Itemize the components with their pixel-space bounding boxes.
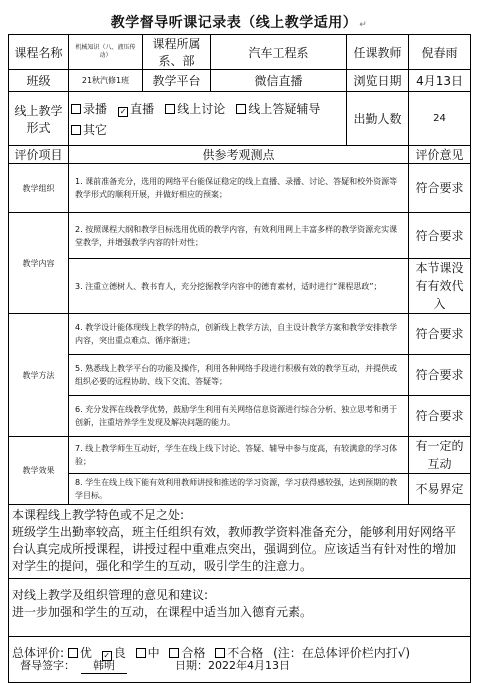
suggestion-cell	[9, 579, 471, 637]
overall-label: 总体评价:	[12, 646, 65, 660]
criteria-header-points: 供参考观测点	[69, 146, 409, 164]
paragraph-mark-icon: ↵	[359, 20, 368, 30]
criteria-num: 4.	[75, 323, 83, 332]
format-options	[69, 92, 347, 146]
platform-label: 教学平台	[143, 70, 211, 92]
criteria-text	[69, 314, 409, 355]
dept-value: 汽车工程系	[211, 35, 347, 70]
format-option-discussion[interactable]	[165, 99, 225, 119]
option-label: 其它	[83, 122, 108, 137]
teacher-label: 任课教师	[347, 35, 409, 70]
criteria-text	[69, 164, 409, 213]
features-label: 本课程线上教学特色或不足之处:	[12, 508, 185, 522]
criteria-body: 按照课程大纲和教学目标选用优质的教学内容，有效利用网上丰富多样的教学资源充实课堂教学，并增强教学内容的针对性；	[75, 224, 398, 247]
criteria-result: 符合要求	[409, 164, 471, 213]
criteria-result: 符合要求	[409, 396, 471, 437]
teacher-value: 倪春雨	[409, 35, 471, 70]
criteria-row	[9, 164, 471, 213]
criteria-row	[9, 314, 471, 355]
criteria-body: 线上教学师生互动好，学生在线上线下讨论、答疑、辅导中参与度高，有较满意的学习体验；	[75, 444, 398, 466]
criteria-result: 符合要求	[409, 314, 471, 355]
criteria-row	[9, 355, 471, 396]
format-option-live[interactable]	[118, 99, 154, 119]
criteria-category: 教学效果	[9, 437, 69, 505]
criteria-row	[9, 437, 471, 474]
option-label: 直播	[130, 101, 155, 116]
criteria-result: 本节课没有有效代入	[409, 259, 471, 314]
signature-label: 督导签字：	[20, 659, 75, 672]
overall-note: (注：在总体评价栏内打√)	[273, 646, 411, 660]
criteria-body: 学生在线上线下能有效利用教师讲授和推送的学习资源，学习获得感较强，达到预期的教学目标。	[75, 478, 398, 500]
attendance-value: 24	[409, 92, 471, 146]
checkbox-icon[interactable]	[71, 104, 81, 114]
criteria-header-row	[9, 146, 471, 164]
criteria-category: 教学内容	[9, 213, 69, 314]
suggestion-row	[9, 579, 471, 637]
criteria-body: 课前准备充分，选用的网络平台能保证稳定的线上直播、录播、讨论、答疑和校外资源等教学形式的顺利开展，并做好相应的预案；	[75, 177, 398, 199]
format-option-other[interactable]	[71, 120, 107, 140]
criteria-num: 8.	[75, 478, 83, 487]
option-label: 良	[113, 646, 126, 660]
criteria-result: 符合要求	[409, 355, 471, 396]
dept-label: 课程所属系、部	[143, 35, 211, 70]
criteria-body: 熟悉线上教学平台的功能及操作，利用各种网络手段进行积极有效的教学互动，并提供或组织必要的远程协助、线下交流、答疑等；	[75, 364, 398, 386]
criteria-body: 充分发挥在线教学优势，鼓励学生利用有关网络信息资源进行综合分析、独立思考和勇于创新，注重培养学生发现及解决问题的能力。	[75, 405, 398, 427]
checkbox-checked-icon[interactable]: ✓	[103, 651, 111, 660]
criteria-body: 教学设计能体现线上教学的特点，创新线上教学方法，自主设计教学方案和教学安排教学内容，突出重点难点、循序渐进；	[75, 323, 398, 345]
platform-value: 微信直播	[211, 70, 347, 92]
date-label: 浏览日期	[347, 70, 409, 92]
criteria-header-item: 评价项目	[9, 146, 69, 164]
criteria-num: 5.	[75, 364, 83, 373]
criteria-num: 2.	[75, 224, 83, 234]
option-label: 录播	[83, 101, 108, 116]
criteria-text	[69, 437, 409, 474]
criteria-result: 符合要求	[409, 213, 471, 259]
criteria-row	[9, 474, 471, 505]
course-name-value: 机械知识（八、液压传动）	[69, 35, 143, 70]
criteria-row	[9, 213, 471, 259]
criteria-text	[69, 355, 409, 396]
criteria-header-opinion: 评价意见	[409, 146, 471, 164]
option-label: 不合格	[227, 646, 264, 660]
criteria-row	[9, 396, 471, 437]
course-name-label: 课程名称	[9, 35, 69, 70]
criteria-text	[69, 474, 409, 505]
class-value: 21秋汽修1班	[69, 70, 143, 92]
course-row	[9, 35, 471, 70]
suggestion-label: 对线上教学及组织管理的意见和建议:	[12, 588, 209, 602]
title-text: 教学督导听课记录表（线上教学适用）	[110, 15, 358, 31]
evaluation-form	[8, 34, 471, 683]
class-label: 班级	[9, 70, 69, 92]
date-value: 4月13日	[409, 70, 471, 92]
criteria-result: 有一定的互动	[409, 437, 471, 474]
criteria-text	[69, 213, 409, 259]
option-label: 合格	[181, 646, 206, 660]
criteria-num: 1.	[75, 177, 83, 186]
checkbox-icon[interactable]	[71, 125, 81, 135]
option-label: 中	[147, 646, 160, 660]
criteria-num: 7.	[75, 444, 83, 453]
format-option-qa[interactable]	[236, 99, 320, 119]
criteria-num: 6.	[75, 405, 83, 414]
format-option-recorded[interactable]	[71, 99, 107, 119]
checkbox-icon[interactable]	[165, 104, 175, 114]
option-label: 优	[79, 646, 92, 660]
criteria-text	[69, 259, 409, 314]
option-label: 线上答疑辅导	[248, 101, 321, 116]
checkbox-icon[interactable]	[236, 104, 246, 114]
criteria-num: 3.	[75, 281, 83, 291]
signature-date: 2022年4月13日	[208, 659, 290, 672]
signature-name: 韩明	[81, 657, 127, 674]
features-cell	[9, 505, 471, 579]
features-text: 班级学生出勤率较高，班主任组织有效，教师教学资料准备充分，能够利用好网络平台认真完成所授课程，讲授过程中重难点突出，强调到位。应该适当有针对性的增加对学生的提问，强化和学生的互动，吸引学生的注意力。	[12, 525, 457, 573]
attendance-label: 出勤人数	[347, 92, 409, 146]
class-row	[9, 70, 471, 92]
checkbox-checked-icon[interactable]: ✓	[119, 106, 127, 116]
features-row	[9, 505, 471, 579]
criteria-category: 教学组织	[9, 164, 69, 213]
criteria-category: 教学方法	[9, 314, 69, 437]
option-label: 线上讨论	[177, 101, 226, 116]
format-row	[9, 92, 471, 146]
criteria-row	[9, 259, 471, 314]
criteria-text	[69, 396, 409, 437]
signature-date-label: 日期：	[175, 659, 208, 672]
format-label: 线上教学形式	[9, 92, 69, 146]
criteria-body: 注重立德树人、教书育人，充分挖掘教学内容中的德育素材，适时进行“课程思政”；	[85, 281, 382, 291]
suggestion-text: 进一步加强和学生的互动，在课程中适当加入德育元素。	[12, 605, 313, 619]
signature-line	[20, 657, 290, 674]
criteria-result: 不易界定	[409, 474, 471, 505]
page-title	[0, 12, 478, 32]
